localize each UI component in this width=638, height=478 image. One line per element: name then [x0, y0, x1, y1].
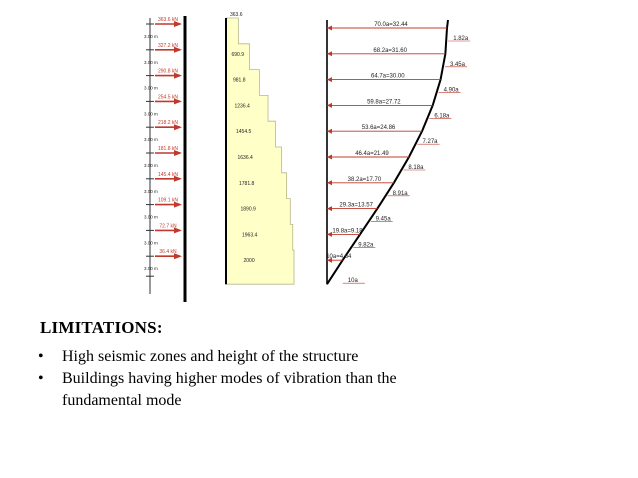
force-label: 181.8 kN: [157, 146, 179, 152]
drift-label: 9.45a: [375, 216, 391, 223]
storey-height-label: 3.00 m: [144, 266, 158, 272]
force-label: 363.6 kN: [157, 17, 179, 23]
drift-label: 1.82a: [453, 36, 469, 42]
drift-label: 6.18a: [434, 113, 450, 120]
force-label: 218.2 kN: [157, 120, 179, 127]
storey-height-label: 3.00 m: [144, 34, 158, 39]
drift-label: 3.45a: [449, 61, 465, 68]
force-label: 109.1 kN: [157, 197, 179, 204]
shear-value-label: 2000: [243, 258, 255, 265]
force-label: 254.5 kN: [157, 94, 179, 101]
storey-shear-diagram: [226, 12, 294, 284]
bullet-icon: •: [38, 370, 44, 387]
shear-value-label: 1890.9: [240, 206, 256, 213]
shear-value-label: 1963.4: [242, 232, 258, 239]
limitations-list: [38, 346, 397, 412]
displacement-label: 68.2a=31.60: [373, 47, 407, 54]
displacement-label: 46.4a=21.49: [355, 151, 389, 157]
shear-bar: [226, 18, 294, 284]
shear-value-label: 1236.4: [234, 103, 250, 110]
displacement-label: 64.7a=30.00: [371, 73, 405, 80]
force-label: 72.7 kN: [159, 223, 177, 230]
displacement-label: 59.8a=27.72: [367, 99, 401, 106]
force-label: 145.4 kN: [157, 171, 179, 178]
list-item-text: High seismic zones and height of the structure: [62, 348, 359, 365]
drift-label: 10a: [347, 278, 358, 285]
displacement-label: 10a=4.64: [326, 254, 352, 261]
drift-label: 4.90a: [443, 87, 459, 94]
storey-height-label: 3.00 m: [144, 214, 158, 220]
shear-value-label: 1636.4: [237, 155, 253, 161]
limitations-heading: LIMITATIONS:: [40, 318, 163, 337]
list-item-continuation: fundamental mode: [62, 392, 182, 409]
drift-label: 8.91a: [392, 190, 408, 197]
displacement-label: 19.8a=9.18: [332, 228, 363, 235]
storey-height-label: 3.00 m: [144, 111, 158, 117]
drift-label: 7.27a: [422, 139, 438, 146]
drift-label: 8.18a: [408, 165, 424, 171]
force-label: 36.4 kN: [159, 249, 177, 256]
storey-height-label: 3.00 m: [144, 163, 158, 168]
displacement-label: 70.0a=32.44: [374, 22, 408, 28]
shear-value-label: 981.8: [233, 77, 246, 84]
drift-label: 9.82a: [358, 242, 374, 249]
lateral-forces-panel: [144, 16, 185, 302]
storey-height-label: 3.00 m: [144, 240, 158, 246]
shear-value-label: 363.6: [230, 12, 243, 18]
force-label: 290.8 kN: [157, 68, 179, 75]
storey-height-label: 3.00 m: [144, 137, 158, 143]
list-item: [38, 346, 397, 368]
shear-value-label: 1454.5: [236, 129, 252, 136]
force-label: 327.2 kN: [157, 42, 179, 49]
storey-height-label: 3.00 m: [144, 85, 158, 91]
bullet-icon: •: [38, 348, 44, 365]
shear-value-label: 1781.8: [239, 180, 255, 187]
storey-height-label: 3.00 m: [144, 188, 158, 194]
list-item: [38, 368, 397, 412]
storey-height-label: 3.00 m: [144, 59, 158, 65]
displacement-label: 29.3a=13.57: [339, 202, 373, 209]
storey-force-figure: [130, 12, 490, 302]
list-item-text: Buildings having higher modes of vibration than the: [62, 370, 397, 387]
displacement-label: 38.2a=17.70: [347, 176, 382, 183]
shear-value-label: 690.9: [231, 51, 245, 58]
deflected-shape-diagram: [326, 20, 470, 284]
displacement-label: 53.6a=24.86: [361, 125, 396, 132]
